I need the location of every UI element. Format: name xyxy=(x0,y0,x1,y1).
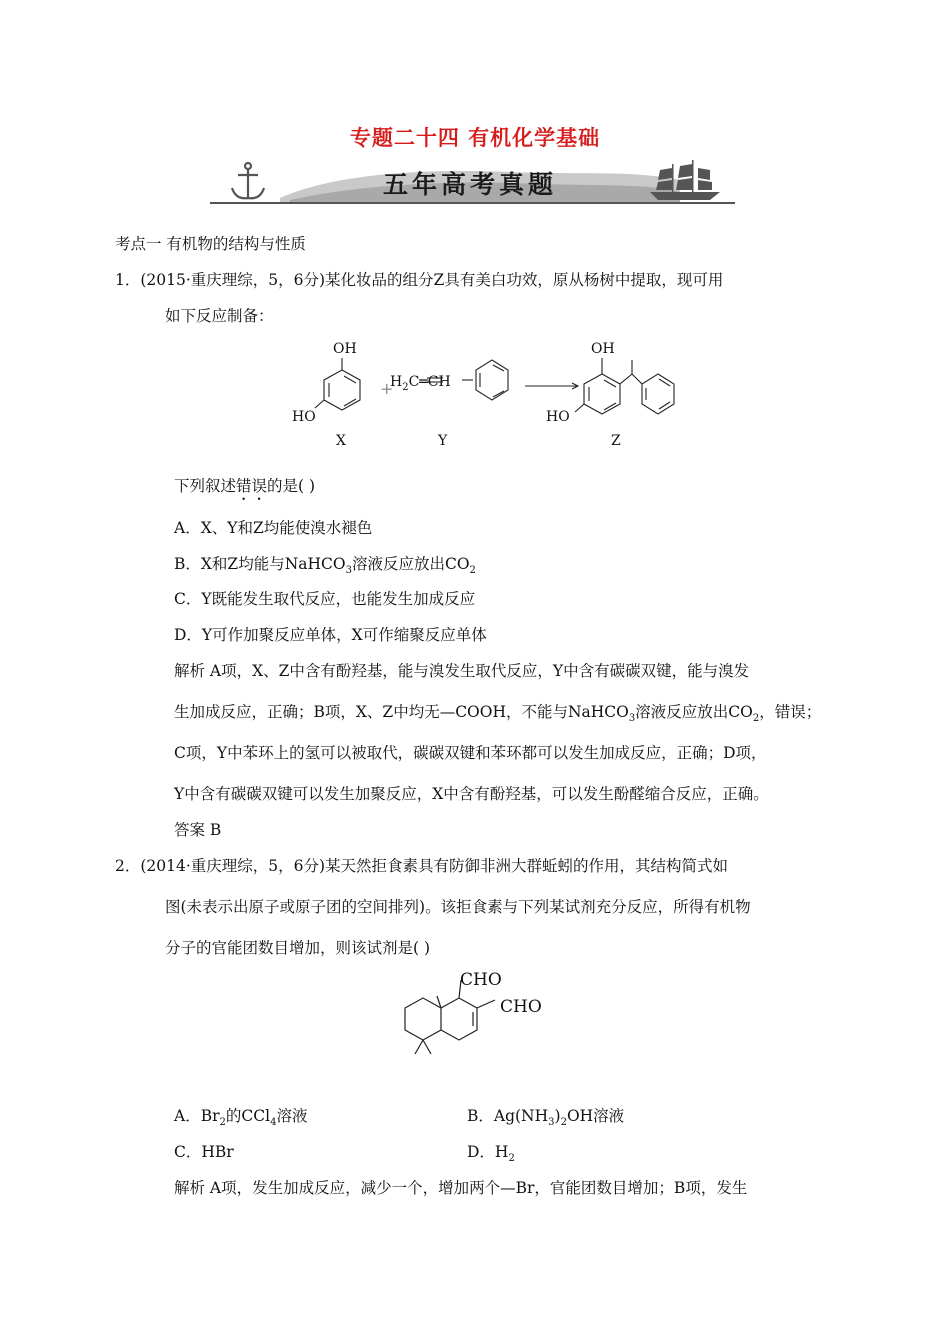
q1-answer: 答案 B xyxy=(174,821,222,839)
q2-option-b: B．$Ag(NH_3)_2OH$溶液 xyxy=(467,1107,625,1129)
cho-label-right: CHO xyxy=(500,997,542,1017)
anchor-icon xyxy=(232,163,264,198)
z-ho-label: HO xyxy=(546,409,570,425)
q1-option-a: A．X、Y和Z均能使溴水褪色 xyxy=(174,519,373,537)
q2-option-d: D．$H_2$ xyxy=(467,1143,515,1165)
cho-label-top: CHO xyxy=(460,970,502,990)
y-benzene-ring xyxy=(476,360,508,400)
q1-stem-line2: 如下反应制备： xyxy=(165,307,274,325)
q1-option-d: D．Y可作加聚反应单体，X可作缩聚反应单体 xyxy=(174,626,487,644)
y-formula: $H_2C═CH$ xyxy=(390,374,451,393)
y-compound-label: Y xyxy=(438,433,448,449)
q1-option-c: C．Y既能发生取代反应，也能发生加成反应 xyxy=(174,590,476,608)
q2-option-c: C．HBr xyxy=(174,1143,234,1161)
x-ho-label: HO xyxy=(292,409,316,425)
z-compound-label: Z xyxy=(611,433,621,449)
z-phenyl-ring xyxy=(642,374,674,414)
q2-analysis-line1: 解析 A项，发生加成反应，减少一个，增加两个—Br，官能团数目增加；B项，发生 xyxy=(174,1179,748,1197)
section-heading: 考点一 有机物的结构与性质 xyxy=(115,235,306,253)
page-title: 专题二十四 有机化学基础 xyxy=(349,126,601,150)
q2-stem-line2: 图(未表示出原子或原子团的空间排列)。该拒食素与下列某试剂充分反应，所得有机物 xyxy=(165,898,751,916)
x-oh-label: OH xyxy=(333,341,357,357)
q1-analysis-line3: C项，Y中苯环上的氢可以被取代，碳碳双键和苯环都可以发生加成反应，正确；D项， xyxy=(174,744,767,762)
q1-analysis-line4: Y中含有碳碳双键可以发生加聚反应，X中含有酚羟基，可以发生酚醛缩合反应，正确。 xyxy=(174,785,769,803)
banner-text: 五年高考真题 xyxy=(382,170,557,199)
q2-stem-line3: 分子的官能团数目增加，则该试剂是( ) xyxy=(165,939,431,957)
q1-stem-line1: 1．(2015·重庆理综，5，6分)某化妆品的组分Z具有美白功效，原从杨树中提取，现可用 xyxy=(115,271,724,289)
q1-analysis-line2: 生加成反应，正确；B项，X、Z中均无—COOH，不能与NaHCO$_3$溶液反应放出$CO_2$，错误； xyxy=(174,703,822,725)
q2-stem-line1: 2．(2014·重庆理综，5，6分)某天然拒食素具有防御非洲大群蚯蚓的作用，其结构简式如 xyxy=(115,857,729,875)
q1-option-b: B．X和Z均能与NaHCO$_3$溶液反应放出$CO_2$ xyxy=(174,555,476,577)
q2-option-a: A．$Br_2$的CCl$_4$溶液 xyxy=(174,1107,308,1129)
x-compound-label: X xyxy=(336,433,346,449)
z-oh-label: OH xyxy=(591,341,615,357)
q1-question: 下列叙述错误的是( ) xyxy=(174,477,316,495)
plus-sign: + xyxy=(380,379,394,398)
q1-analysis-line1: 解析 A项，X、Z中含有酚羟基，能与溴发生取代反应，Y中含有碳碳双键，能与溴发 xyxy=(174,662,750,680)
